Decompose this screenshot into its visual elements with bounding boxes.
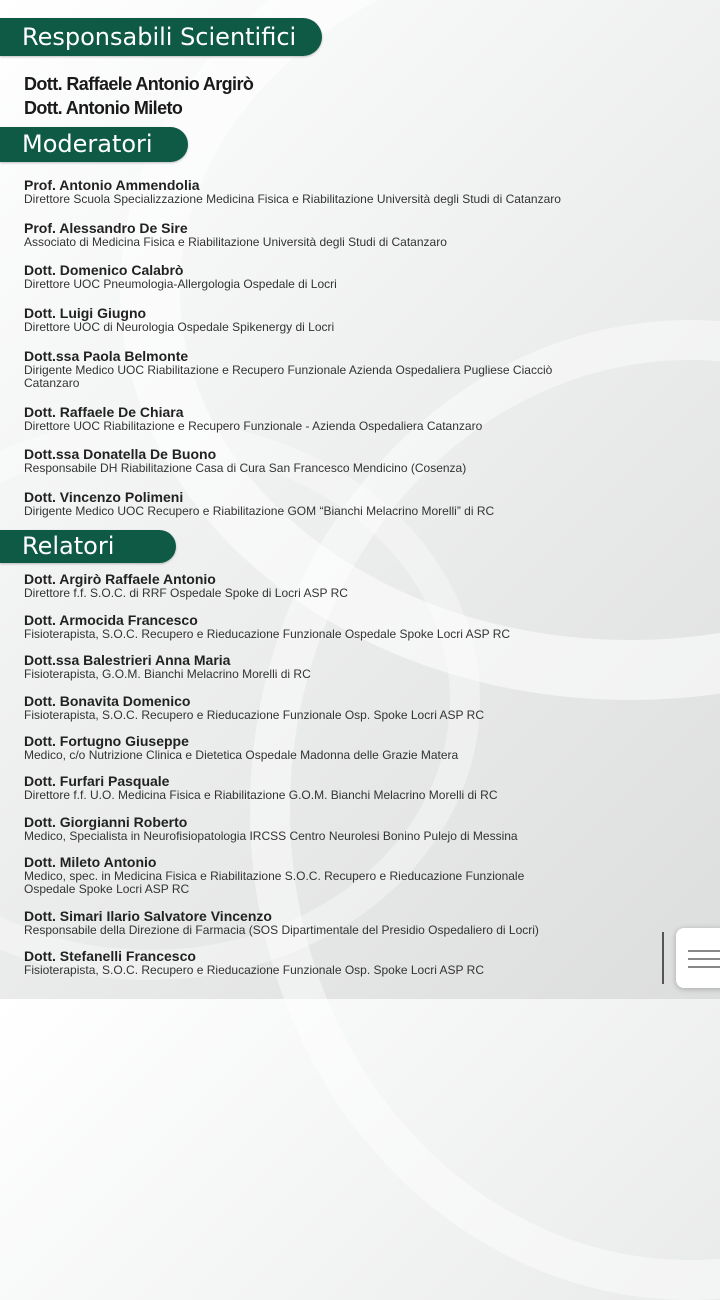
relatore-entry [24, 855, 664, 896]
person-name: Dott. Argirò Raffaele Antonio [24, 571, 216, 587]
relatore-entry [24, 774, 664, 802]
relatore-entry [24, 734, 664, 762]
person-role: Direttore Scuola Specializzazione Medicina Fisica e Riabilitazione Università degli Studi di Catanzaro [24, 192, 561, 206]
person-role-cont: Catanzaro [24, 376, 80, 390]
menu-button[interactable] [676, 928, 720, 988]
person-name: Dott.ssa Donatella De Buono [24, 446, 217, 462]
person-role: Direttore UOC Riabilitazione e Recupero Funzionale - Azienda Ospedaliera Catanzaro [24, 419, 483, 433]
person-role: Medico, spec. in Medicina Fisica e Riabilitazione S.O.C. Recupero e Rieducazione Funzionale [24, 869, 525, 883]
person-name: Dott. Luigi Giugno [24, 305, 147, 321]
person-role: Medico, Specialista in Neurofisiopatologia IRCSS Centro Neurolesi Bonino Pulejo di Messina [24, 829, 518, 843]
person-name: Dott.ssa Balestrieri Anna Maria [24, 652, 231, 668]
responsabile-name: Dott. Antonio Mileto [24, 98, 183, 118]
relatore-entry [24, 949, 664, 977]
person-role: Dirigente Medico UOC Recupero e Riabilitazione GOM “Bianchi Melacrino Morelli” di RC [24, 504, 495, 518]
person-name: Prof. Antonio Ammendolia [24, 177, 200, 193]
moderatore-entry [24, 490, 664, 518]
person-role: Responsabile DH Riabilitazione Casa di Cura San Francesco Mendicino (Cosenza) [24, 461, 467, 475]
moderatore-entry [24, 405, 664, 433]
moderatore-entry [24, 221, 664, 249]
person-role: Medico, c/o Nutrizione Clinica e Dietetica Ospedale Madonna delle Grazie Matera [24, 748, 459, 762]
moderatore-entry [24, 349, 664, 390]
person-role: Direttore f.f. U.O. Medicina Fisica e Riabilitazione G.O.M. Bianchi Melacrino Morelli di RC [24, 788, 498, 802]
person-role: Associato di Medicina Fisica e Riabilitazione Università degli Studi di Catanzaro [24, 235, 447, 249]
section-banner-relatori: Relatori [0, 530, 176, 563]
responsabili-list [24, 72, 253, 120]
person-name: Dott. Armocida Francesco [24, 612, 198, 628]
person-name: Prof. Alessandro De Sire [24, 220, 188, 236]
relatore-entry [24, 815, 664, 843]
relatore-entry [24, 613, 664, 641]
person-role: Fisioterapista, G.O.M. Bianchi Melacrino Morelli di RC [24, 667, 311, 681]
relatore-entry [24, 909, 664, 937]
person-name: Dott. Giorgianni Roberto [24, 814, 188, 830]
person-name: Dott. Fortugno Giuseppe [24, 733, 189, 749]
person-name: Dott. Simari Ilario Salvatore Vincenzo [24, 908, 272, 924]
moderatore-entry [24, 263, 664, 291]
person-name: Dott.ssa Paola Belmonte [24, 348, 189, 364]
responsabile-name: Dott. Raffaele Antonio Argirò [24, 74, 254, 94]
relatore-entry [24, 572, 664, 600]
scroll-divider [662, 932, 664, 984]
relatore-entry [24, 653, 664, 681]
person-name: Dott. Mileto Antonio [24, 854, 157, 870]
moderatore-entry [24, 178, 664, 206]
person-name: Dott. Vincenzo Polimeni [24, 489, 184, 505]
person-name: Dott. Stefanelli Francesco [24, 948, 196, 964]
section-banner-moderatori: Moderatori [0, 127, 188, 162]
relatore-entry [24, 694, 664, 722]
person-name: Dott. Bonavita Domenico [24, 693, 191, 709]
person-role: Fisioterapista, S.O.C. Recupero e Rieducazione Funzionale Ospedale Spoke Locri ASP RC [24, 627, 511, 641]
person-name: Dott. Domenico Calabrò [24, 262, 184, 278]
person-role: Fisioterapista, S.O.C. Recupero e Rieducazione Funzionale Osp. Spoke Locri ASP RC [24, 963, 485, 977]
moderatore-entry [24, 306, 664, 334]
section-banner-responsabili: Responsabili Scientifici [0, 18, 322, 56]
person-role: Direttore f.f. S.O.C. di RRF Ospedale Spoke di Locri ASP RC [24, 586, 348, 600]
person-role: Dirigente Medico UOC Riabilitazione e Recupero Funzionale Azienda Ospedaliera Pugliese Ciacciò [24, 363, 553, 377]
person-name: Dott. Raffaele De Chiara [24, 404, 184, 420]
person-role: Fisioterapista, S.O.C. Recupero e Rieducazione Funzionale Osp. Spoke Locri ASP RC [24, 708, 485, 722]
person-role-cont: Ospedale Spoke Locri ASP RC [24, 882, 190, 896]
moderatore-entry [24, 447, 664, 475]
person-name: Dott. Furfari Pasquale [24, 773, 170, 789]
person-role: Responsabile della Direzione di Farmacia (SOS Dipartimentale del Presidio Ospedaliero di Locri) [24, 923, 539, 937]
person-role: Direttore UOC Pneumologia-Allergologia Ospedale di Locri [24, 277, 337, 291]
person-role: Direttore UOC di Neurologia Ospedale Spikenergy di Locri [24, 320, 335, 334]
